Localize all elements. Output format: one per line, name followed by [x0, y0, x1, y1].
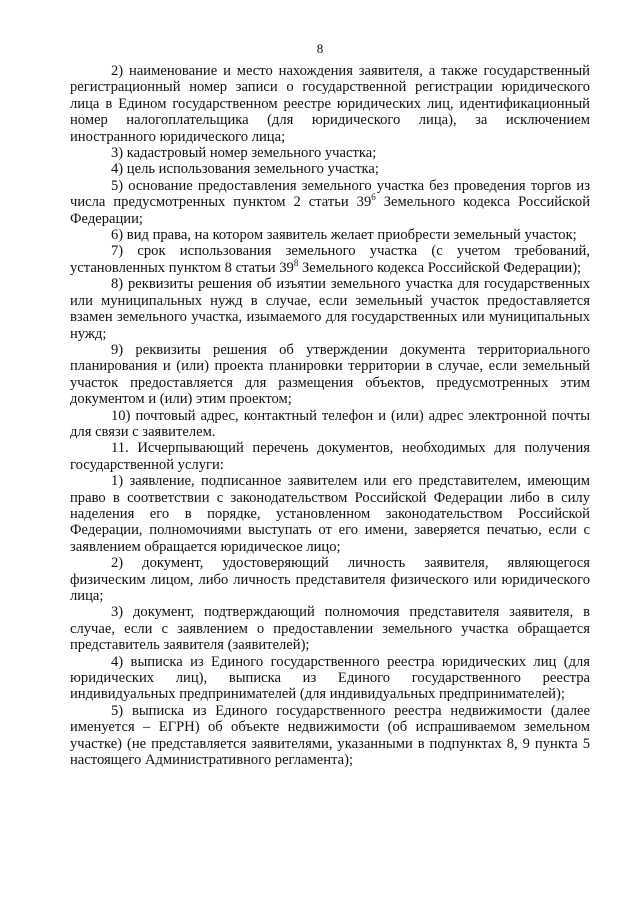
article-superscript-8: 8: [293, 258, 299, 269]
paragraph-item-5: [70, 178, 590, 227]
paragraph-item-7-tail: Земельного кодекса Российской Федерации);: [298, 259, 582, 276]
article-superscript-6: 6: [371, 192, 376, 203]
paragraph-item-7: [70, 243, 590, 276]
paragraph-item-4: 4) цель использования земельного участка;: [111, 161, 379, 178]
paragraph-item-5-tail: Земельного кодекса Российской Федерации;: [70, 194, 590, 227]
paragraph-doc-3: 3) документ, подтверждающий полномочия представителя заявителя, в случае, если с заявлением о предоставлении земельного участка обращается представитель заявителя (заявителей);: [70, 604, 590, 654]
paragraph-item-2: 2) наименование и место нахождения заявителя, а также государственный регистрационный номер записи о государственной регистрации юридического лица в Едином государственном реестре юридических лиц, идентификационный номер налогоплательщика (для юридического лица), за исключением иностранного юридического лица;: [70, 63, 590, 145]
paragraph-item-10: 10) почтовый адрес, контактный телефон и (или) адрес электронной почты для связи с заявителем.: [70, 407, 590, 440]
paragraph-item-6: 6) вид права, на котором заявитель желает приобрести земельный участок;: [111, 227, 577, 244]
paragraph-item-7-text: 7) срок использования земельного участка (с учетом требований, установленных пунктом 8 статьи 39: [70, 243, 590, 276]
paragraph-doc-2: 2) документ, удостоверяющий личность заявителя, являющегося физическим лицом, либо личность представителя физического или юридического лица;: [70, 555, 590, 604]
paragraph-section-11: 11. Исчерпывающий перечень документов, необходимых для получения государственной услуги:: [70, 440, 590, 473]
paragraph-doc-5: 5) выписка из Единого государственного реестра недвижимости (далее именуется – ЕГРН) об объекте недвижимости (об испрашиваемом земельном участке) (не представляется заявителями, указанными в подпунктах 8, 9 пункта 5 настоящего Административного регламента);: [70, 702, 590, 769]
paragraph-item-8: 8) реквизиты решения об изъятии земельного участка для государственных или муниципальных нужд в случае, если земельный участок предоставляется взамен земельного участка, изымаемого для государственных или муниципальных нужд;: [70, 276, 590, 342]
document-body: [70, 63, 590, 768]
paragraph-item-5-text: 5) основание предоставления земельного участка без проведения торгов из числа предусмотренных пунктом 2 статьи 39: [70, 177, 590, 211]
paragraph-doc-1: 1) заявление, подписанное заявителем или его представителем, имеющим право в соответствии с законодательством Российской Федерации либо в силу наделения его в порядке, установленном законодательством Российской Федерации, полномочиями выступать от его имени, заверяется печатью, если с заявлением обращается юридическое лицо;: [70, 473, 590, 555]
page-number: 8: [316, 41, 324, 56]
paragraph-item-9: 9) реквизиты решения об утверждении документа территориального планирования и (или) проекта планировки территории в случае, если земельный участок предоставляется для размещения объектов, предусмотренных этим документом и (или) этим проектом;: [70, 341, 590, 408]
paragraph-doc-4: 4) выписка из Единого государственного реестра юридических лиц (для юридических лиц), выписка из Единого государственного реестра индивидуальных предпринимателей (для индивидуальных предпринимателей);: [70, 653, 590, 703]
paragraph-item-3: 3) кадастровый номер земельного участка;: [111, 145, 377, 162]
